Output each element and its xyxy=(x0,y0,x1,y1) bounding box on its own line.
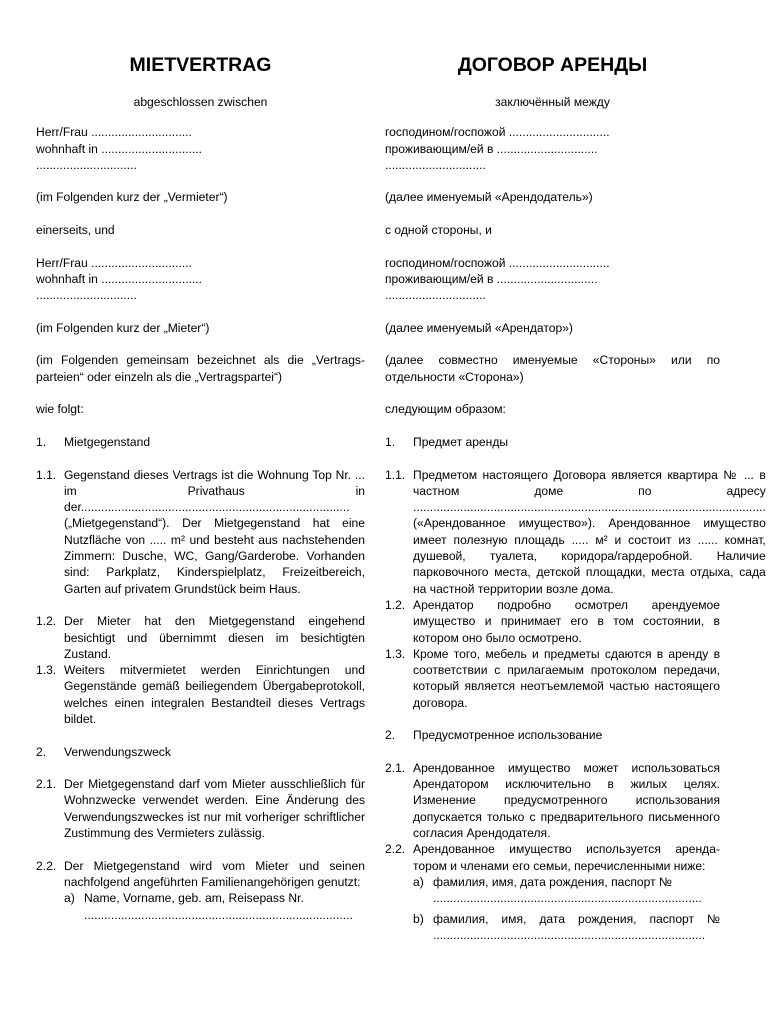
clause-number: 1.3. xyxy=(36,663,57,678)
clause-1-3 xyxy=(385,646,720,711)
section-number: 1. xyxy=(385,434,396,449)
clause-number: 1.1. xyxy=(385,467,406,482)
clause-text: Gegenstand dieses Vertrags ist die Wohnung Top Nr. ... im Privathaus in der................................................................................ („Mietgegenstand“). Der Mietgegenstand hat eine Nutzfläche von ..... m² und besteht aus nachstehenden Zimmern: Dusche, WC, Gang/Garderobe. Vorhanden sind: Parkplatz, Kinderspielplatz, Freizeitbereich, Garten auf privatem Grundstück beim Haus. xyxy=(64,467,365,596)
item-text: фамилия, имя, дата рождения, паспорт № xyxy=(433,874,672,889)
clause-number: 2.2. xyxy=(36,858,57,873)
item-label: a) xyxy=(413,874,424,889)
clause-number: 2.2. xyxy=(385,842,406,857)
clause-text: Арендованное имущество может использоваться Арендатором исключительно в жилых целях. Изменение предусмотренного использования допускается только с предварительного письменного согласия Арендодателя. xyxy=(413,760,720,841)
clause-number: 2.1. xyxy=(385,760,406,775)
clause-text: Der Mietgegenstand darf vom Mieter ausschließlich für Wohnzwecke verwendet werden. Eine Änderung des Verwendungszweckes ist nur mit vorheriger schriftlicher Zustimmung des Vermieters zulässig. xyxy=(64,777,365,841)
arendodatel-note: (далее именуемый «Арендодатель») xyxy=(385,190,593,205)
clause-number: 1.1. xyxy=(36,467,57,482)
mieter-note: (im Folgenden kurz der „Mieter“) xyxy=(36,320,210,335)
section-1-heading xyxy=(385,434,720,450)
clause-text: Арендованное имущество используется аренда-тором и членами его семьи, перечисленными ниже: xyxy=(413,842,720,873)
s-odnoy-storony: с одной стороны, и xyxy=(385,223,492,238)
party1-line-2: проживающим/ей в .............................. xyxy=(385,141,598,156)
clause-1-2 xyxy=(385,597,720,646)
clause-text: Der Mietgegenstand wird vom Mieter und seinen nachfolgend angeführten Familienangehörigen genutzt: xyxy=(64,858,365,889)
section-number: 1. xyxy=(36,434,47,449)
party1-line-2: wohnhaft in .............................. xyxy=(36,141,203,156)
clause-1-2 xyxy=(36,613,365,662)
party2-line-3: .............................. xyxy=(385,288,486,303)
clause-number: 2.1. xyxy=(36,777,57,792)
document-title-ru: ДОГОВОР АРЕНДЫ xyxy=(457,54,648,76)
family-member-a xyxy=(413,874,720,890)
party1-line-1: Herr/Frau .............................. xyxy=(36,125,192,140)
clause-number: 1.2. xyxy=(385,597,406,612)
clause-2-2 xyxy=(36,858,365,923)
russian-column xyxy=(385,52,766,943)
clause-2-2 xyxy=(385,841,720,943)
clause-number: 1.3. xyxy=(385,646,406,661)
party1-line-3: .............................. xyxy=(385,157,486,172)
party2-line-3: .............................. xyxy=(36,288,137,303)
section-number: 2. xyxy=(385,728,396,743)
family-member-b xyxy=(413,911,720,944)
storony-note: (далее совместно именуемые «Стороны» или по отдельности «Сторона») xyxy=(385,353,720,384)
clause-2-1 xyxy=(385,760,720,841)
item-label: a) xyxy=(64,891,75,906)
clause-1-1 xyxy=(36,467,365,597)
section-title: Предмет аренды xyxy=(413,434,509,449)
party2-line-2: проживающим/ей в .............................. xyxy=(385,271,598,286)
section-title: Предусмотренное использование xyxy=(413,728,603,743)
section-1-heading xyxy=(36,434,365,450)
wie-folgt: wie folgt: xyxy=(36,402,84,417)
item-dots: ................................................................................ xyxy=(433,891,702,906)
german-column xyxy=(36,52,365,923)
einerseits-text: einerseits, und xyxy=(36,223,115,238)
family-member-a xyxy=(64,890,365,906)
clause-2-1 xyxy=(36,776,365,841)
clause-text: Предметом настоящего Договора является квартира № ... в частном доме по адресу ......................................................................................................... («Арендованное имущество»). Арендованное имущество имеет полезную площадь ..... м² и состоит из ...... комнат, душевой, туалета, коридора/гардеробной. Наличие парковочного места, детской площадки, места отдыха, сада на частной территории возле дома. xyxy=(413,467,766,596)
clause-number: 1.2. xyxy=(36,614,57,629)
arendator-note: (далее именуемый «Арендатор») xyxy=(385,320,573,335)
subtitle-de: abgeschlossen zwischen xyxy=(133,95,268,109)
section-title: Verwendungszweck xyxy=(64,744,171,759)
party2-line-2: wohnhaft in .............................. xyxy=(36,271,203,286)
document-title-de: MIETVERTRAG xyxy=(129,54,272,76)
section-2-heading xyxy=(36,744,365,760)
party1-line-3: .............................. xyxy=(36,157,137,172)
item-text: фамилия, имя, дата рождения, паспорт № ................................................................................. xyxy=(433,911,720,942)
party1-line-1: господином/госпожой .............................. xyxy=(385,125,610,140)
section-title: Mietgegenstand xyxy=(64,434,151,449)
clause-text: Der Mieter hat den Mietgegenstand eingehend besichtigt und übernimmt diesen im besichtigten Zustand. xyxy=(64,614,365,661)
item-dots: ................................................................................ xyxy=(84,907,353,922)
subtitle-ru: заключённый между xyxy=(495,95,610,109)
section-2-heading xyxy=(385,727,720,743)
vermieter-note: (im Folgenden kurz der „Vermieter“) xyxy=(36,190,228,205)
clause-text: Арендатор подробно осмотрел арендуемое имущество и принимает его в том состоянии, в котором оно было осмотрено. xyxy=(413,597,720,645)
item-label: b) xyxy=(413,911,424,926)
party2-line-1: Herr/Frau .............................. xyxy=(36,255,192,270)
item-text: Name, Vorname, geb. am, Reisepass Nr. xyxy=(84,891,304,906)
clause-text: Кроме того, мебель и предметы сдаются в аренду в соответствии с прилагаемым протоколом передачи, который является неотъемлемой частью настоящего договора. xyxy=(413,646,720,710)
clause-1-3 xyxy=(36,662,365,727)
party2-line-1: господином/госпожой .............................. xyxy=(385,255,610,270)
parteien-note: (im Folgenden gemeinsam bezeichnet als die „Vertrags-parteien“ oder einzeln als die „Vertragspartei“) xyxy=(36,353,365,384)
section-number: 2. xyxy=(36,744,47,759)
clause-1-1 xyxy=(385,467,766,597)
sleduyushchim-obrazom: следующим образом: xyxy=(385,402,506,417)
clause-text: Weiters mitvermietet werden Einrichtungen und Gegenstände gemäß beiliegendem Übergabeprotokoll, welches einen integralen Bestandteil dieses Vertrags bildet. xyxy=(64,663,365,726)
